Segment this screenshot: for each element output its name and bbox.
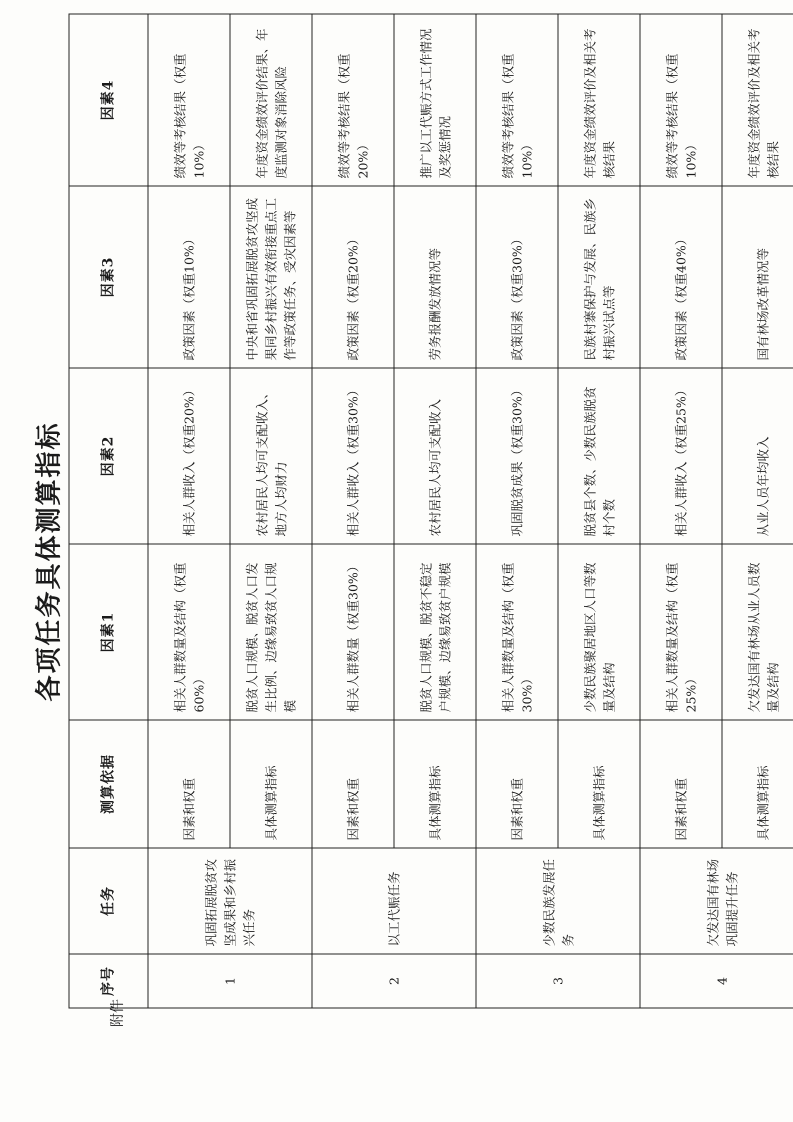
column-header: 因素2 xyxy=(69,368,148,544)
indicator-table-wrapper xyxy=(68,14,793,1008)
factor4-cell: 绩效等考核结果（权重10%） xyxy=(640,14,722,186)
factor4-cell: 推广以工代赈方式工作情况及奖惩情况 xyxy=(394,14,476,186)
table-header-row xyxy=(69,14,148,1008)
factor3-cell: 国有林场改革情况等 xyxy=(722,186,793,368)
factor3-cell: 劳务报酬发放情况等 xyxy=(394,186,476,368)
basis-cell: 因素和权重 xyxy=(148,720,230,848)
factor4-cell: 绩效等考核结果（权重20%） xyxy=(312,14,394,186)
task-cell: 巩固拓展脱贫攻坚成果和乡村振兴任务 xyxy=(148,848,312,954)
factor1-cell: 相关人群数量及结构（权重60%） xyxy=(148,544,230,720)
table-row xyxy=(312,14,394,1008)
column-header: 因素4 xyxy=(69,14,148,186)
task-cell: 欠发达国有林场巩固提升任务 xyxy=(640,848,793,954)
factor2-cell: 脱贫县个数、少数民族脱贫村个数 xyxy=(558,368,640,544)
factor1-cell: 欠发达国有林场从业人员数量及结构 xyxy=(722,544,793,720)
table-row xyxy=(640,14,722,1008)
factor2-cell: 农村居民人均可支配收入 xyxy=(394,368,476,544)
basis-cell: 因素和权重 xyxy=(312,720,394,848)
column-header: 因素3 xyxy=(69,186,148,368)
factor3-cell: 民族村寨保护与发展、民族乡村振兴试点等 xyxy=(558,186,640,368)
basis-cell: 具体测算指标 xyxy=(230,720,312,848)
factor4-cell: 年度资金绩效评价及相关考核结果 xyxy=(558,14,640,186)
basis-cell: 具体测算指标 xyxy=(722,720,793,848)
attachment-label: 附件 xyxy=(110,999,126,1027)
task-cell: 以工代赈任务 xyxy=(312,848,476,954)
factor1-cell: 相关人群数量及结构（权重25%） xyxy=(640,544,722,720)
factor1-cell: 少数民族聚居地区人口等数量及结构 xyxy=(558,544,640,720)
task-cell: 少数民族发展任务 xyxy=(476,848,640,954)
factor2-cell: 相关人群收入（权重30%） xyxy=(312,368,394,544)
factor1-cell: 相关人群数量（权重30%） xyxy=(312,544,394,720)
factor4-cell: 年度资金绩效评价结果、年度监测对象消除风险 xyxy=(230,14,312,186)
basis-cell: 因素和权重 xyxy=(640,720,722,848)
column-header: 因素1 xyxy=(69,544,148,720)
column-header: 测算依据 xyxy=(69,720,148,848)
factor3-cell: 政策因素（权重40%） xyxy=(640,186,722,368)
column-header: 任务 xyxy=(69,848,148,954)
factor1-cell: 脱贫人口规模、脱贫不稳定户规模、边缘易致贫户规模 xyxy=(394,544,476,720)
row-number: 1 xyxy=(148,954,312,1008)
basis-cell: 因素和权重 xyxy=(476,720,558,848)
factor2-cell: 农村居民人均可支配收入、地方人均财力 xyxy=(230,368,312,544)
table-row xyxy=(476,14,558,1008)
row-number: 4 xyxy=(640,954,793,1008)
table-row xyxy=(148,14,230,1008)
factor4-cell: 绩效等考核结果（权重10%） xyxy=(148,14,230,186)
factor3-cell: 政策因素（权重20%） xyxy=(312,186,394,368)
factor2-cell: 从业人员年均收入 xyxy=(722,368,793,544)
factor3-cell: 政策因素（权重10%） xyxy=(148,186,230,368)
factor3-cell: 政策因素（权重30%） xyxy=(476,186,558,368)
row-number: 2 xyxy=(312,954,476,1008)
factor2-cell: 相关人群收入（权重20%） xyxy=(148,368,230,544)
factor4-cell: 年度资金绩效评价及相关考核结果 xyxy=(722,14,793,186)
basis-cell: 具体测算指标 xyxy=(394,720,476,848)
basis-cell: 具体测算指标 xyxy=(558,720,640,848)
row-number: 3 xyxy=(476,954,640,1008)
factor2-cell: 相关人群收入（权重25%） xyxy=(640,368,722,544)
factor1-cell: 脱贫人口规模、脱贫人口发生比例、边缘易致贫人口规模 xyxy=(230,544,312,720)
factor4-cell: 绩效等考核结果（权重10%） xyxy=(476,14,558,186)
column-header: 序号 xyxy=(69,954,148,1008)
indicator-table xyxy=(68,13,793,1008)
factor3-cell: 中央和省巩固拓展脱贫攻坚成果同乡村振兴有效衔接重点工作等政策任务、受灾因素等 xyxy=(230,186,312,368)
document-title: 各项任务具体测算指标 xyxy=(34,421,64,702)
factor1-cell: 相关人群数量及结构（权重30%） xyxy=(476,544,558,720)
factor2-cell: 巩固脱贫成果（权重30%） xyxy=(476,368,558,544)
